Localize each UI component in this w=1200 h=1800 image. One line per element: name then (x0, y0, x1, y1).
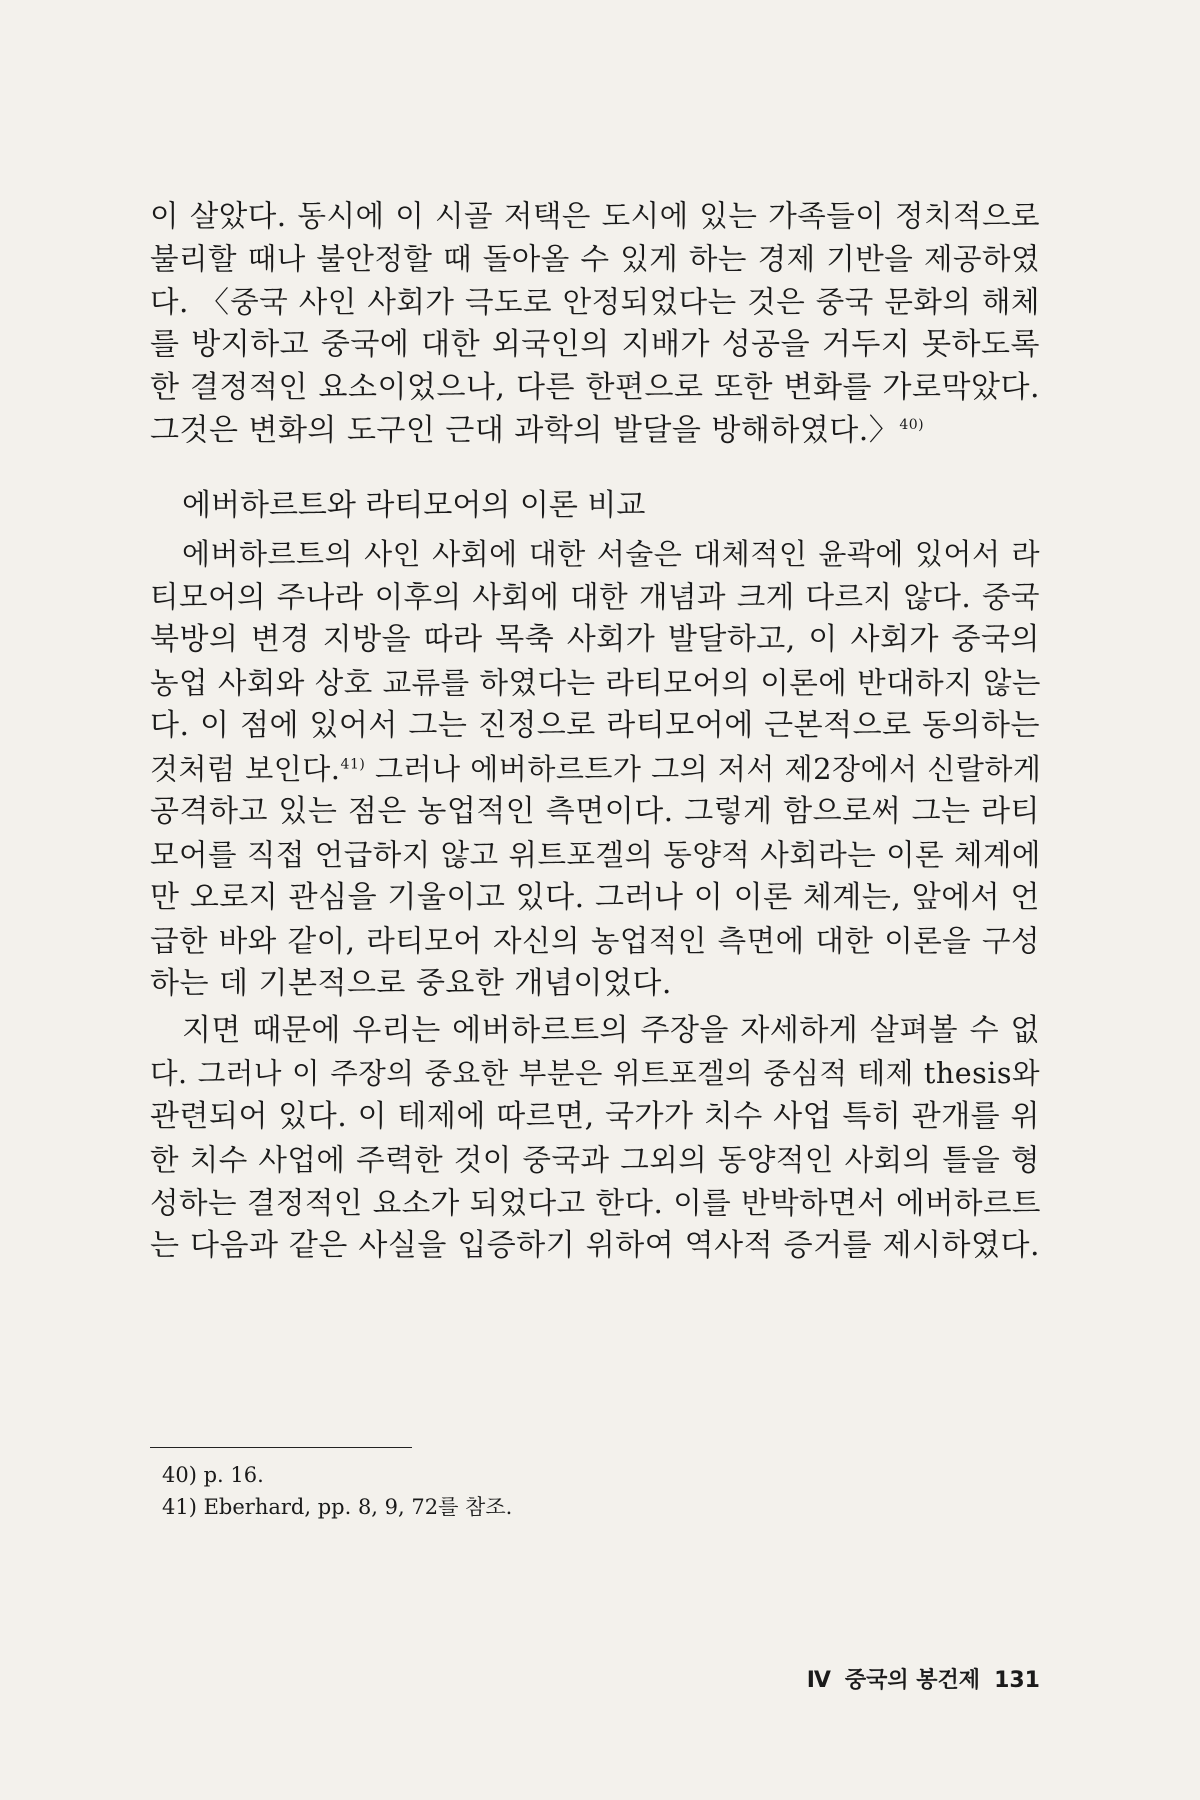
page-number: 131 (994, 1668, 1040, 1693)
paragraph-1 (150, 195, 1040, 452)
text-line: 이 살았다. 동시에 이 시골 저택은 도시에 있는 가족들이 정치적으로 (150, 199, 1040, 233)
footnotes (150, 1460, 750, 1524)
paragraph-3 (150, 1010, 1040, 1267)
text-line: 불리할 때나 불안정할 때 돌아올 수 있게 하는 경제 기반을 제공하였 (150, 242, 1040, 276)
text-line: 관련되어 있다. 이 테제에 따르면, 국가가 치수 사업 특히 관개를 위 (150, 1099, 1040, 1134)
text-line: 다. 〈중국 사인 사회가 극도로 안정되었다는 것은 중국 문화의 해체 (150, 285, 1040, 319)
footnote-marker-40: 40) (899, 417, 925, 433)
text-line: 한 결정적인 요소이었으나, 다른 한편으로 또한 변화를 가로막았다. (150, 370, 1040, 405)
text-line: 다. 그러나 이 주장의 중요한 부분은 위트포겔의 중심적 테제 thesis와 (150, 1057, 1040, 1090)
text-line: 하는 데 기본적으로 중요한 개념이었다. (150, 966, 672, 1001)
text-line: 를 방지하고 중국에 대한 외국인의 지배가 성공을 거두지 못하도록 (150, 327, 1040, 362)
text-line: 한 치수 사업에 주력한 것이 중국과 그외의 동양적인 사회의 틀을 형 (150, 1143, 1040, 1177)
footnote-divider (150, 1447, 412, 1448)
text-line-content: 그러나 에버하르트가 그의 저서 제2장에서 신랄하게 (365, 752, 1042, 786)
running-footer (807, 1663, 1040, 1694)
text-line: 는 다음과 같은 사실을 입증하기 위하여 역사적 증거를 제시하였다. (150, 1228, 1040, 1263)
chapter-title: 중국의 봉건제 (844, 1668, 981, 1693)
text-line-content: 것처럼 보인다. (150, 752, 341, 786)
text-line: 농업 사회와 상호 교류를 하였다는 라티모어의 이론에 반대하지 않는 (150, 666, 1041, 700)
text-line: 에버하르트의 사인 사회에 대한 서술은 대체적인 윤곽에 있어서 라 (182, 537, 1040, 571)
text-line: 공격하고 있는 점은 농업적인 측면이다. 그렇게 함으로써 그는 라티 (150, 794, 1040, 829)
paragraph-2 (150, 533, 1040, 1005)
section-heading: 에버하르트와 라티모어의 이론 비교 (182, 488, 646, 523)
text-line: 지면 때문에 우리는 에버하르트의 주장을 자세하게 살펴볼 수 없 (182, 1013, 1040, 1048)
footnote-41: 41) Eberhard, pp. 8, 9, 72를 참조. (162, 1495, 513, 1519)
text-line: 급한 바와 같이, 라티모어 자신의 농업적인 측면에 대한 이론을 구성 (150, 924, 1040, 958)
chapter-numeral: Ⅳ (806, 1668, 831, 1693)
text-line: 성하는 결정적인 요소가 되었다고 한다. 이를 반박하면서 에버하르트 (150, 1186, 1041, 1220)
text-line: 다. 이 점에 있어서 그는 진정으로 라티모어에 근본적으로 동의하는 (150, 708, 1040, 743)
footnote-marker-41: 41) (340, 756, 366, 773)
text-line-content: 그것은 변화의 도구인 근대 과학의 발달을 방해하였다.〉 (150, 413, 900, 448)
body-text (150, 195, 1040, 1268)
text-line: 북방의 변경 지방을 따라 목축 사회가 발달하고, 이 사회가 중국의 (150, 622, 1040, 657)
text-line: 티모어의 주나라 이후의 사회에 대한 개념과 크게 다르지 않다. 중국 (150, 580, 1040, 614)
text-line (150, 410, 1040, 452)
footnote-40: 40) p. 16. (162, 1463, 264, 1487)
text-line: 모어를 직접 언급하지 않고 위트포겔의 동양적 사회라는 이론 체계에 (150, 838, 1041, 872)
text-line: 만 오로지 관심을 기울이고 있다. 그러나 이 이론 체계는, 앞에서 언 (150, 880, 1040, 915)
text-line (150, 748, 1040, 790)
